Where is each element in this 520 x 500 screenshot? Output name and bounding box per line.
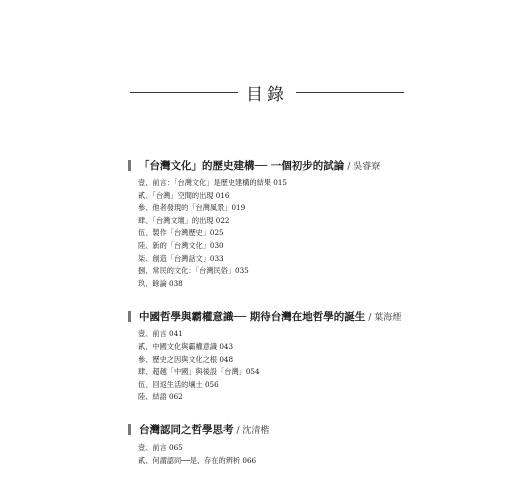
section-title[interactable]: 中國哲學與霸權意識── 期待台灣在地哲學的誕生 (139, 310, 366, 323)
toc-entry[interactable]: 壹、前言 041 (138, 329, 183, 339)
toc-entry[interactable]: 肆、「台灣文壇」的出現 022 (138, 215, 230, 225)
toc-entry[interactable]: 貳、中國文化與霸權意識 043 (138, 341, 234, 351)
title-row (130, 80, 404, 104)
toc-entry[interactable]: 肆、超越「中國」與後設「台灣」054 (138, 367, 260, 377)
section-author: / 吳睿寮 (347, 161, 381, 172)
toc-entry[interactable]: 柒、創造「台灣話文」033 (138, 253, 224, 263)
section-author: / 沈清楷 (236, 426, 270, 437)
title-rule-right (296, 92, 404, 93)
toc-section-3 (128, 422, 428, 467)
toc-entry[interactable]: 貳、「台灣」空間的出現 016 (138, 190, 230, 200)
toc-entry[interactable]: 捌、常民的文化：「台灣民俗」035 (138, 266, 249, 276)
toc-entry[interactable]: 貳、何謂認同──是、存在的辨析 066 (138, 455, 257, 465)
title-rule-left (130, 92, 238, 93)
section-heading (128, 157, 428, 173)
table-of-contents (128, 157, 428, 485)
section-marker (128, 311, 131, 322)
section-author: / 葉海煙 (368, 312, 402, 323)
toc-entry[interactable]: 壹、前言 065 (138, 442, 183, 452)
section-heading (128, 422, 428, 438)
toc-entry[interactable]: 陸、新的「台灣文化」030 (138, 240, 224, 250)
toc-entry[interactable]: 伍、回返生活的壤土 056 (138, 379, 219, 389)
toc-entry[interactable]: 玖、餘論 038 (138, 278, 183, 288)
toc-entry[interactable]: 壹、前言：「台灣文化」是歷史建構的結果 015 (138, 178, 287, 187)
toc-section-2 (128, 308, 428, 404)
section-title[interactable]: 台灣認同之哲學思考 (139, 424, 234, 437)
section-title[interactable]: 「台灣文化」的歷史建構── 一個初步的試論 (139, 159, 345, 172)
section-marker (128, 424, 131, 435)
toc-entry[interactable]: 陸、結語 062 (138, 392, 183, 402)
toc-section-1 (128, 157, 428, 290)
toc-entry[interactable]: 參、歷史之因與文化之根 048 (138, 354, 234, 364)
section-heading (128, 308, 428, 324)
toc-entry[interactable]: 參、他者發現的「台灣風景」019 (138, 203, 246, 213)
page-title: 目錄 (246, 84, 288, 105)
section-marker (128, 160, 131, 171)
toc-entry[interactable]: 伍、製作「台灣歷史」025 (138, 228, 224, 238)
